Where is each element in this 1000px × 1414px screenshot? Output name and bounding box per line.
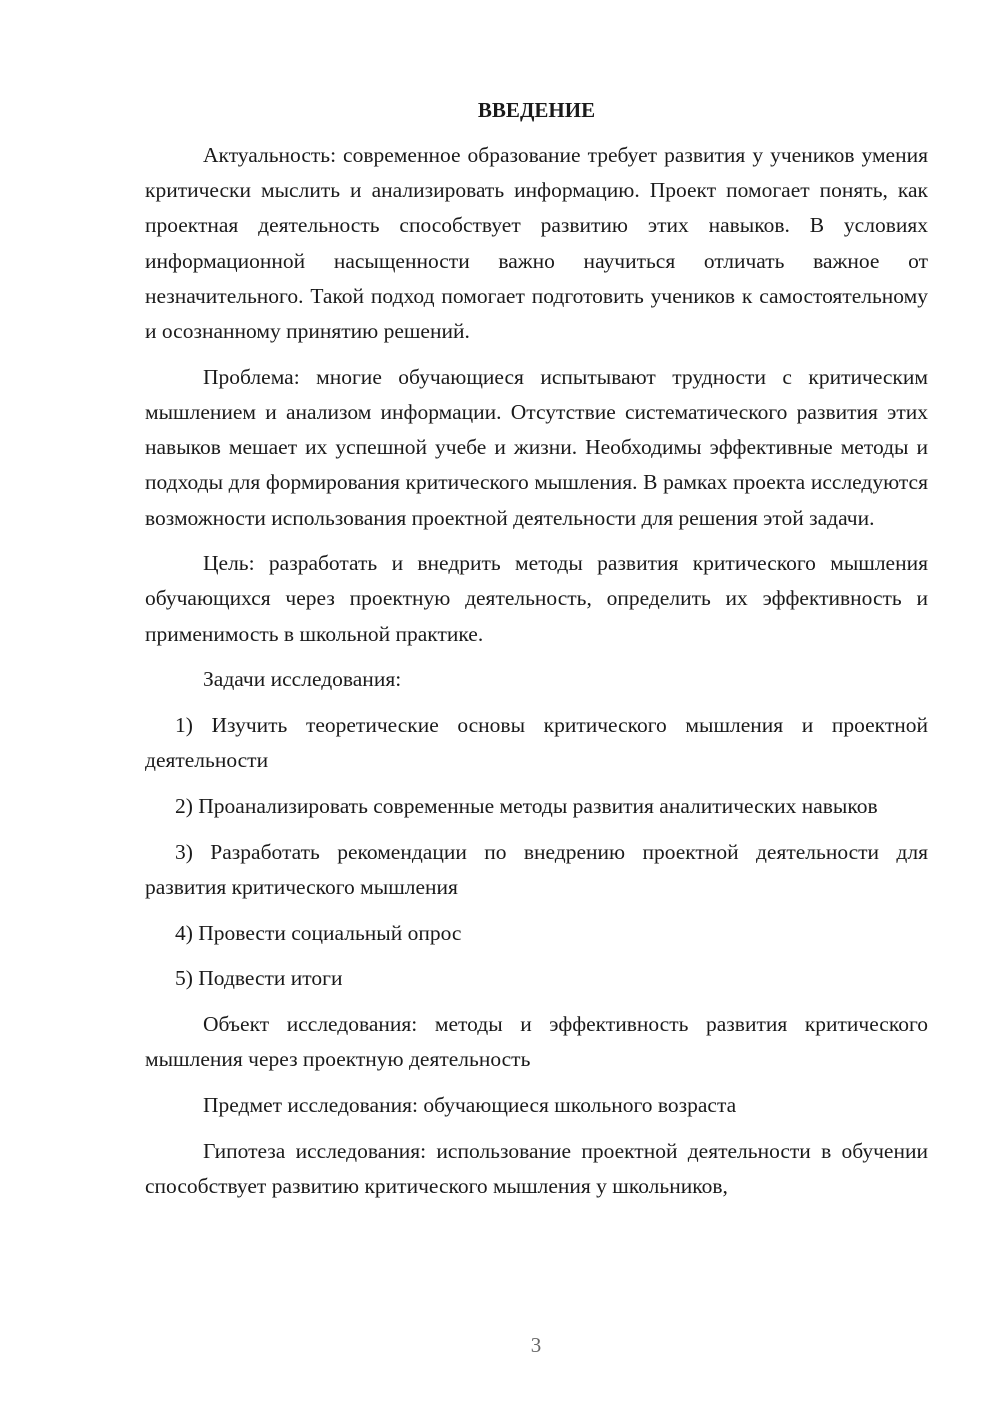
page-number: 3 <box>530 1333 542 1357</box>
task-item-4: 4) Провести социальный опрос <box>175 920 462 945</box>
paragraph-goal: Цель: разработать и внедрить методы развития критического мышления обучающихся через проектную деятельность, определить их эффективность и применимость в школьной практике. <box>145 551 928 646</box>
task-item-1: 1) Изучить теоретические основы критического мышления и проектной деятельности <box>145 713 928 773</box>
paragraph-problem: Проблема: многие обучающиеся испытывают трудности с критическим мышлением и анализом информации. Отсутствие систематического развития этих навыков мешает их успешной учебе и жизни. Необходимы эффективные методы и подходы для формирования критического мышления. В рамках проекта исследуются возможности использования проектной деятельности для решения этой задачи. <box>145 364 928 530</box>
paragraph-object: Объект исследования: методы и эффективность развития критического мышления через проектную деятельность <box>145 1011 928 1072</box>
paragraph-subject: Предмет исследования: обучающиеся школьного возраста <box>203 1092 737 1117</box>
task-item-2: 2) Проанализировать современные методы развития аналитических навыков <box>175 793 878 818</box>
task-item-3: 3) Разработать рекомендации по внедрению проектной деятельности для развития критического мышления <box>145 839 928 899</box>
paragraph-relevance: Актуальность: современное образование требует развития у учеников умения критически мыслить и анализировать информацию. Проект помогает понять, как проектная деятельность способствует развитию этих навыков. В условиях информационной насыщенности важно научиться отличать важное от незначительного. Такой подход помогает подготовить учеников к самостоятельному и осознанному принятию решений. <box>145 143 928 344</box>
document-page <box>145 92 928 1204</box>
paragraph-hypothesis: Гипотеза исследования: использование проектной деятельности в обучении способствует развитию критического мышления у школьников, <box>145 1138 928 1198</box>
task-item-5: 5) Подвести итоги <box>175 966 343 991</box>
page-title: ВВЕДЕНИЕ <box>477 98 596 122</box>
tasks-title: Задачи исследования: <box>203 667 402 692</box>
